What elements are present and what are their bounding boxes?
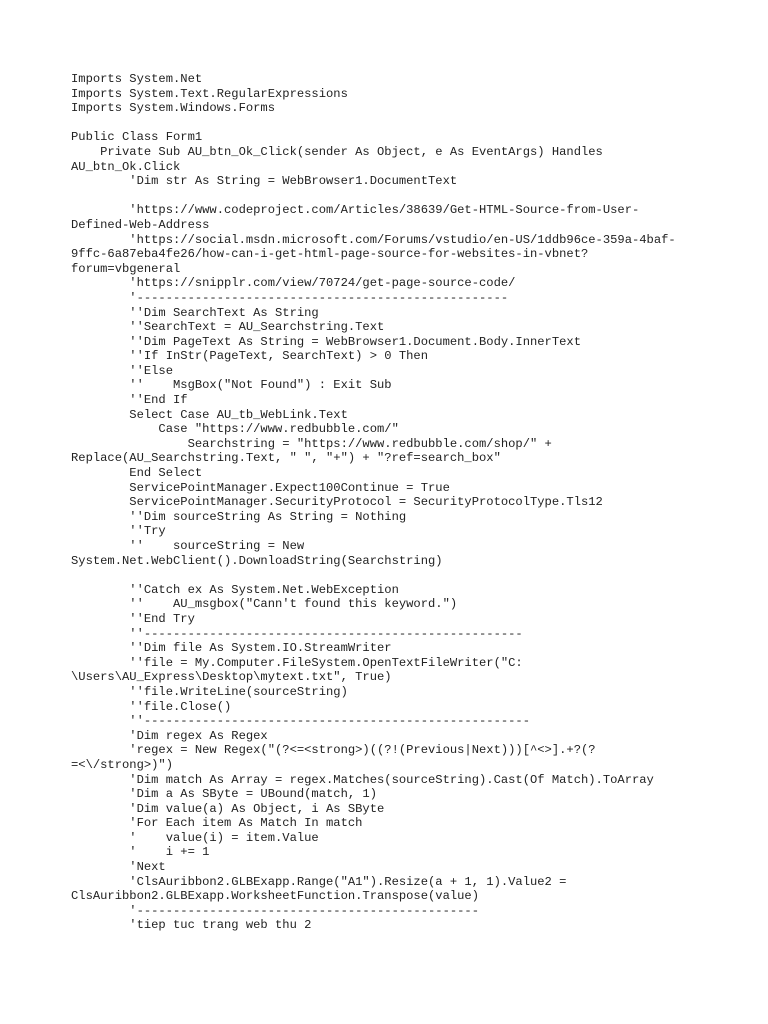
- code-line: '---------------------------------------------------: [71, 290, 509, 305]
- code-line: 'ClsAuribbon2.GLBExapp.Range("A1").Resize(a + 1, 1).Value2 =: [71, 874, 567, 889]
- code-line: Private Sub AU_btn_Ok_Click(sender As Object, e As EventArgs) Handles: [71, 144, 603, 159]
- code-line: Public Class Form1: [71, 130, 203, 145]
- code-line: 'Dim str As String = WebBrowser1.DocumentText: [71, 174, 458, 189]
- code-line: Searchstring = "https://www.redbubble.com/shop/" +: [71, 436, 552, 451]
- code-line: [71, 116, 731, 131]
- code-line: AU_btn_Ok.Click: [71, 159, 181, 174]
- code-line: =<\/strong>)"): [71, 757, 173, 772]
- code-line: ServicePointManager.Expect100Continue = True: [71, 480, 450, 495]
- code-line: ServicePointManager.SecurityProtocol = SecurityProtocolType.Tls12: [71, 495, 603, 510]
- code-line: Imports System.Windows.Forms: [71, 101, 275, 116]
- code-line: Case "https://www.redbubble.com/": [71, 422, 399, 437]
- code-line: [71, 568, 731, 583]
- code-line: End Select: [71, 466, 203, 481]
- code-block: [71, 72, 731, 933]
- code-line: 'Dim match As Array = regex.Matches(sourceString).Cast(Of Match).ToArray: [71, 772, 654, 787]
- code-line: '-----------------------------------------------: [71, 903, 479, 918]
- code-line: ''If InStr(PageText, SearchText) > 0 Then: [71, 349, 428, 364]
- code-line: ''file = My.Computer.FileSystem.OpenTextFileWriter("C:: [71, 655, 523, 670]
- code-line: 9ffc-6a87eba4fe26/how-can-i-get-html-page-source-for-websites-in-vbnet?: [71, 247, 589, 262]
- code-line: ''file.WriteLine(sourceString): [71, 684, 348, 699]
- code-line: ''End If: [71, 393, 188, 408]
- code-line: ''Dim SearchText As String: [71, 305, 319, 320]
- code-line: Imports System.Text.RegularExpressions: [71, 86, 348, 101]
- code-line: ''Try: [71, 524, 166, 539]
- code-line: forum=vbgeneral: [71, 261, 181, 276]
- code-line: 'https://www.codeproject.com/Articles/38639/Get-HTML-Source-from-User-: [71, 203, 640, 218]
- code-line: ''Else: [71, 363, 173, 378]
- code-line: ''SearchText = AU_Searchstring.Text: [71, 320, 385, 335]
- code-line: System.Net.WebClient().DownloadString(Searchstring): [71, 553, 443, 568]
- code-line: ' value(i) = item.Value: [71, 830, 319, 845]
- code-line: Replace(AU_Searchstring.Text, " ", "+") + "?ref=search_box": [71, 451, 501, 466]
- code-line: ''Dim PageText As String = WebBrowser1.Document.Body.InnerText: [71, 334, 581, 349]
- code-line: 'https://social.msdn.microsoft.com/Forums/vstudio/en-US/1ddb96ce-359a-4baf-: [71, 232, 676, 247]
- code-line: ''file.Close(): [71, 699, 232, 714]
- code-line: ''----------------------------------------------------: [71, 626, 523, 641]
- code-line: 'Dim regex As Regex: [71, 728, 268, 743]
- code-line: 'tiep tuc trang web thu 2: [71, 918, 312, 933]
- code-line: \Users\AU_Express\Desktop\mytext.txt", True): [71, 670, 392, 685]
- code-line: 'For Each item As Match In match: [71, 816, 363, 831]
- code-line: 'Dim value(a) As Object, i As SByte: [71, 801, 385, 816]
- code-line: Defined-Web-Address: [71, 217, 210, 232]
- code-line: ''-----------------------------------------------------: [71, 714, 530, 729]
- code-line: ''Dim sourceString As String = Nothing: [71, 509, 407, 524]
- code-line: [71, 189, 731, 204]
- code-line: Select Case AU_tb_WebLink.Text: [71, 407, 348, 422]
- code-line: ''Dim file As System.IO.StreamWriter: [71, 641, 392, 656]
- code-line: 'regex = New Regex("(?<=<strong>)((?!(Previous|Next)))[^<>].+?(?: [71, 743, 596, 758]
- code-line: 'https://snipplr.com/view/70724/get-page-source-code/: [71, 276, 516, 291]
- code-line: ClsAuribbon2.GLBExapp.WorksheetFunction.Transpose(value): [71, 889, 479, 904]
- code-line: '' MsgBox("Not Found") : Exit Sub: [71, 378, 392, 393]
- code-line: 'Dim a As SByte = UBound(match, 1): [71, 787, 377, 802]
- code-line: Imports System.Net: [71, 72, 203, 86]
- code-line: ''Catch ex As System.Net.WebException: [71, 582, 399, 597]
- code-line: '' sourceString = New: [71, 539, 305, 553]
- code-line: ''End Try: [71, 611, 195, 626]
- code-line: 'Next: [71, 860, 166, 875]
- code-line: '' AU_msgbox("Cann't found this keyword."): [71, 597, 458, 612]
- code-line: ' i += 1: [71, 845, 210, 860]
